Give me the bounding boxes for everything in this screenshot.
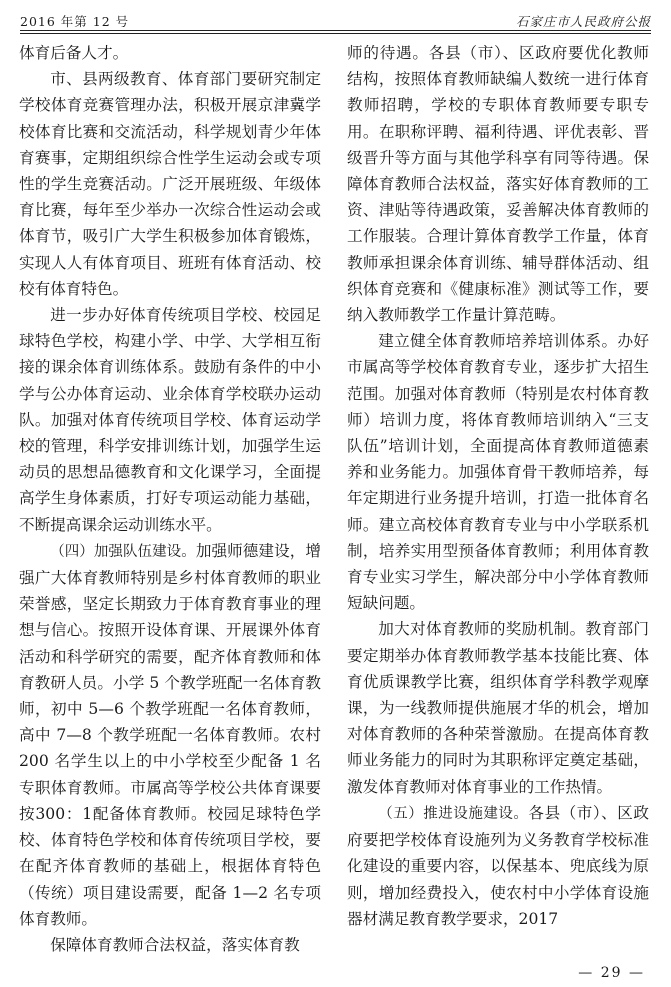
paragraph: 师的待遇。各县（市）、区政府要优化教师结构，按照体育教师缺编人数统一进行体育教师招聘，学校的专职体育教师要专职专用。在职称评聘、福利待遇、评优表彰、晋级晋升等方面与其他学科享有同等待遇。保障体育教师合法权益，落实好体育教师的工资、津贴等待遇政策，妥善解决体育教师的工作服装。合理计算体育教学工作量，体育教师承担课余体育训练、辅导群体活动、组织体育竞赛和《健康标准》测试等工作，要纳入教师教学工作量计算范畴。	[347, 44, 649, 325]
paragraph: 进一步办好体育传统项目学校、校园足球特色学校，构建小学、中学、大学相互衔接的课余体育训练体系。鼓励有条件的中小学与公办体育运动、业余体育学校联办运动队。加强对体育传统项目学校、体育运动学校的管理，科学安排训练计划，加强学生运动员的思想品德教育和文化课学习，全面提高学生身体素质，打好专项运动能力基础，不断提高课余运动训练水平。	[19, 306, 321, 534]
paragraph: 体育后备人才。	[19, 44, 129, 62]
left-column	[19, 40, 321, 958]
section-heading: （五）推进设施建设。	[378, 805, 529, 822]
page-header	[20, 8, 651, 30]
paragraph: 保障体育教师合法权益，落实体育教	[50, 935, 300, 954]
section-text: 加强师德建设，增强广大体育教师特别是乡村体育教师的职业荣誉感，坚定长期致力于体育教育事业的理想与信心。按照开设体育课、开展课外体育活动和科学研究的需要，配齐体育教师和体育教研人员。小学 5 个教学班配一名体育教师，初中 5—6 个教学班配一名体育教师，高中 7—8 个教学班配一名体育教师。农村 200 名学生以上的中小学校至少配备 1 名专职体育教师。市属高等学校公共体育课要按300：1配备体育教师。校园足球特色学校、体育特色学校和体育传统项目学校，要在配齐体育教师的基础上，根据体育特色（传统）项目建设需要，配备 1—2 名专项体育教师。	[19, 541, 321, 928]
paragraph: 加大对体育教师的奖励机制。教育部门要定期举办体育教师教学基本技能比赛、体育优质课教学比赛，组织体育学科教学观摩课，为一线教师提供施展才华的机会，增加对体育教师的各种荣誉激励。在提高体育教师业务能力的同时为其职称评定奠定基础，激发体育教师对体育事业的工作热情。	[347, 620, 649, 796]
page-number: — 29 —	[578, 965, 645, 981]
section-paragraph	[19, 538, 321, 932]
paragraph: 建立健全体育教师培养培训体系。办好市属高等学校体育教育专业，逐步扩大招生范围。加强对体育教师（特别是农村体育教师）培训力度，将体育教师培训纳入“三支队伍”培训计划，全面提高体育教师道德素养和业务能力。加强体育骨干教师培养，每年定期进行业务提升培训，打造一批体育名师。建立高校体育教育专业与中小学联系机制，培养实用型预备体育教师；利用体育教育专业实习学生，解决部分中小学体育教师短缺问题。	[347, 332, 649, 613]
issue-label: 2016 年第 12 号	[20, 14, 130, 29]
paragraph: 市、县两级教育、体育部门要研究制定学校体育竞赛管理办法，积极开展京津冀学校体育比赛和交流活动，科学规划青少年体育赛事，定期组织综合性学生运动会或专项性的学生竞赛活动。广泛开展班级、年级体育比赛，每年至少举办一次综合性运动会或体育节，吸引广大学生积极参加体育锻炼，实现人人有体育项目、班班有体育活动、校校有体育特色。	[19, 70, 321, 298]
right-column	[347, 40, 649, 932]
section-heading: （四）加强队伍建设。	[50, 543, 196, 560]
section-text: 各县（市）、区政府要把学校体育设施列为义务教育学校标准化建设的重要内容，以保基本、兜底线为原则，增加经费投入，使农村中小学体育设施器材满足教育教学要求，2017	[347, 803, 650, 928]
publication-title: 石家庄市人民政府公报	[515, 14, 651, 29]
section-paragraph	[347, 800, 649, 932]
header-divider	[20, 30, 651, 34]
